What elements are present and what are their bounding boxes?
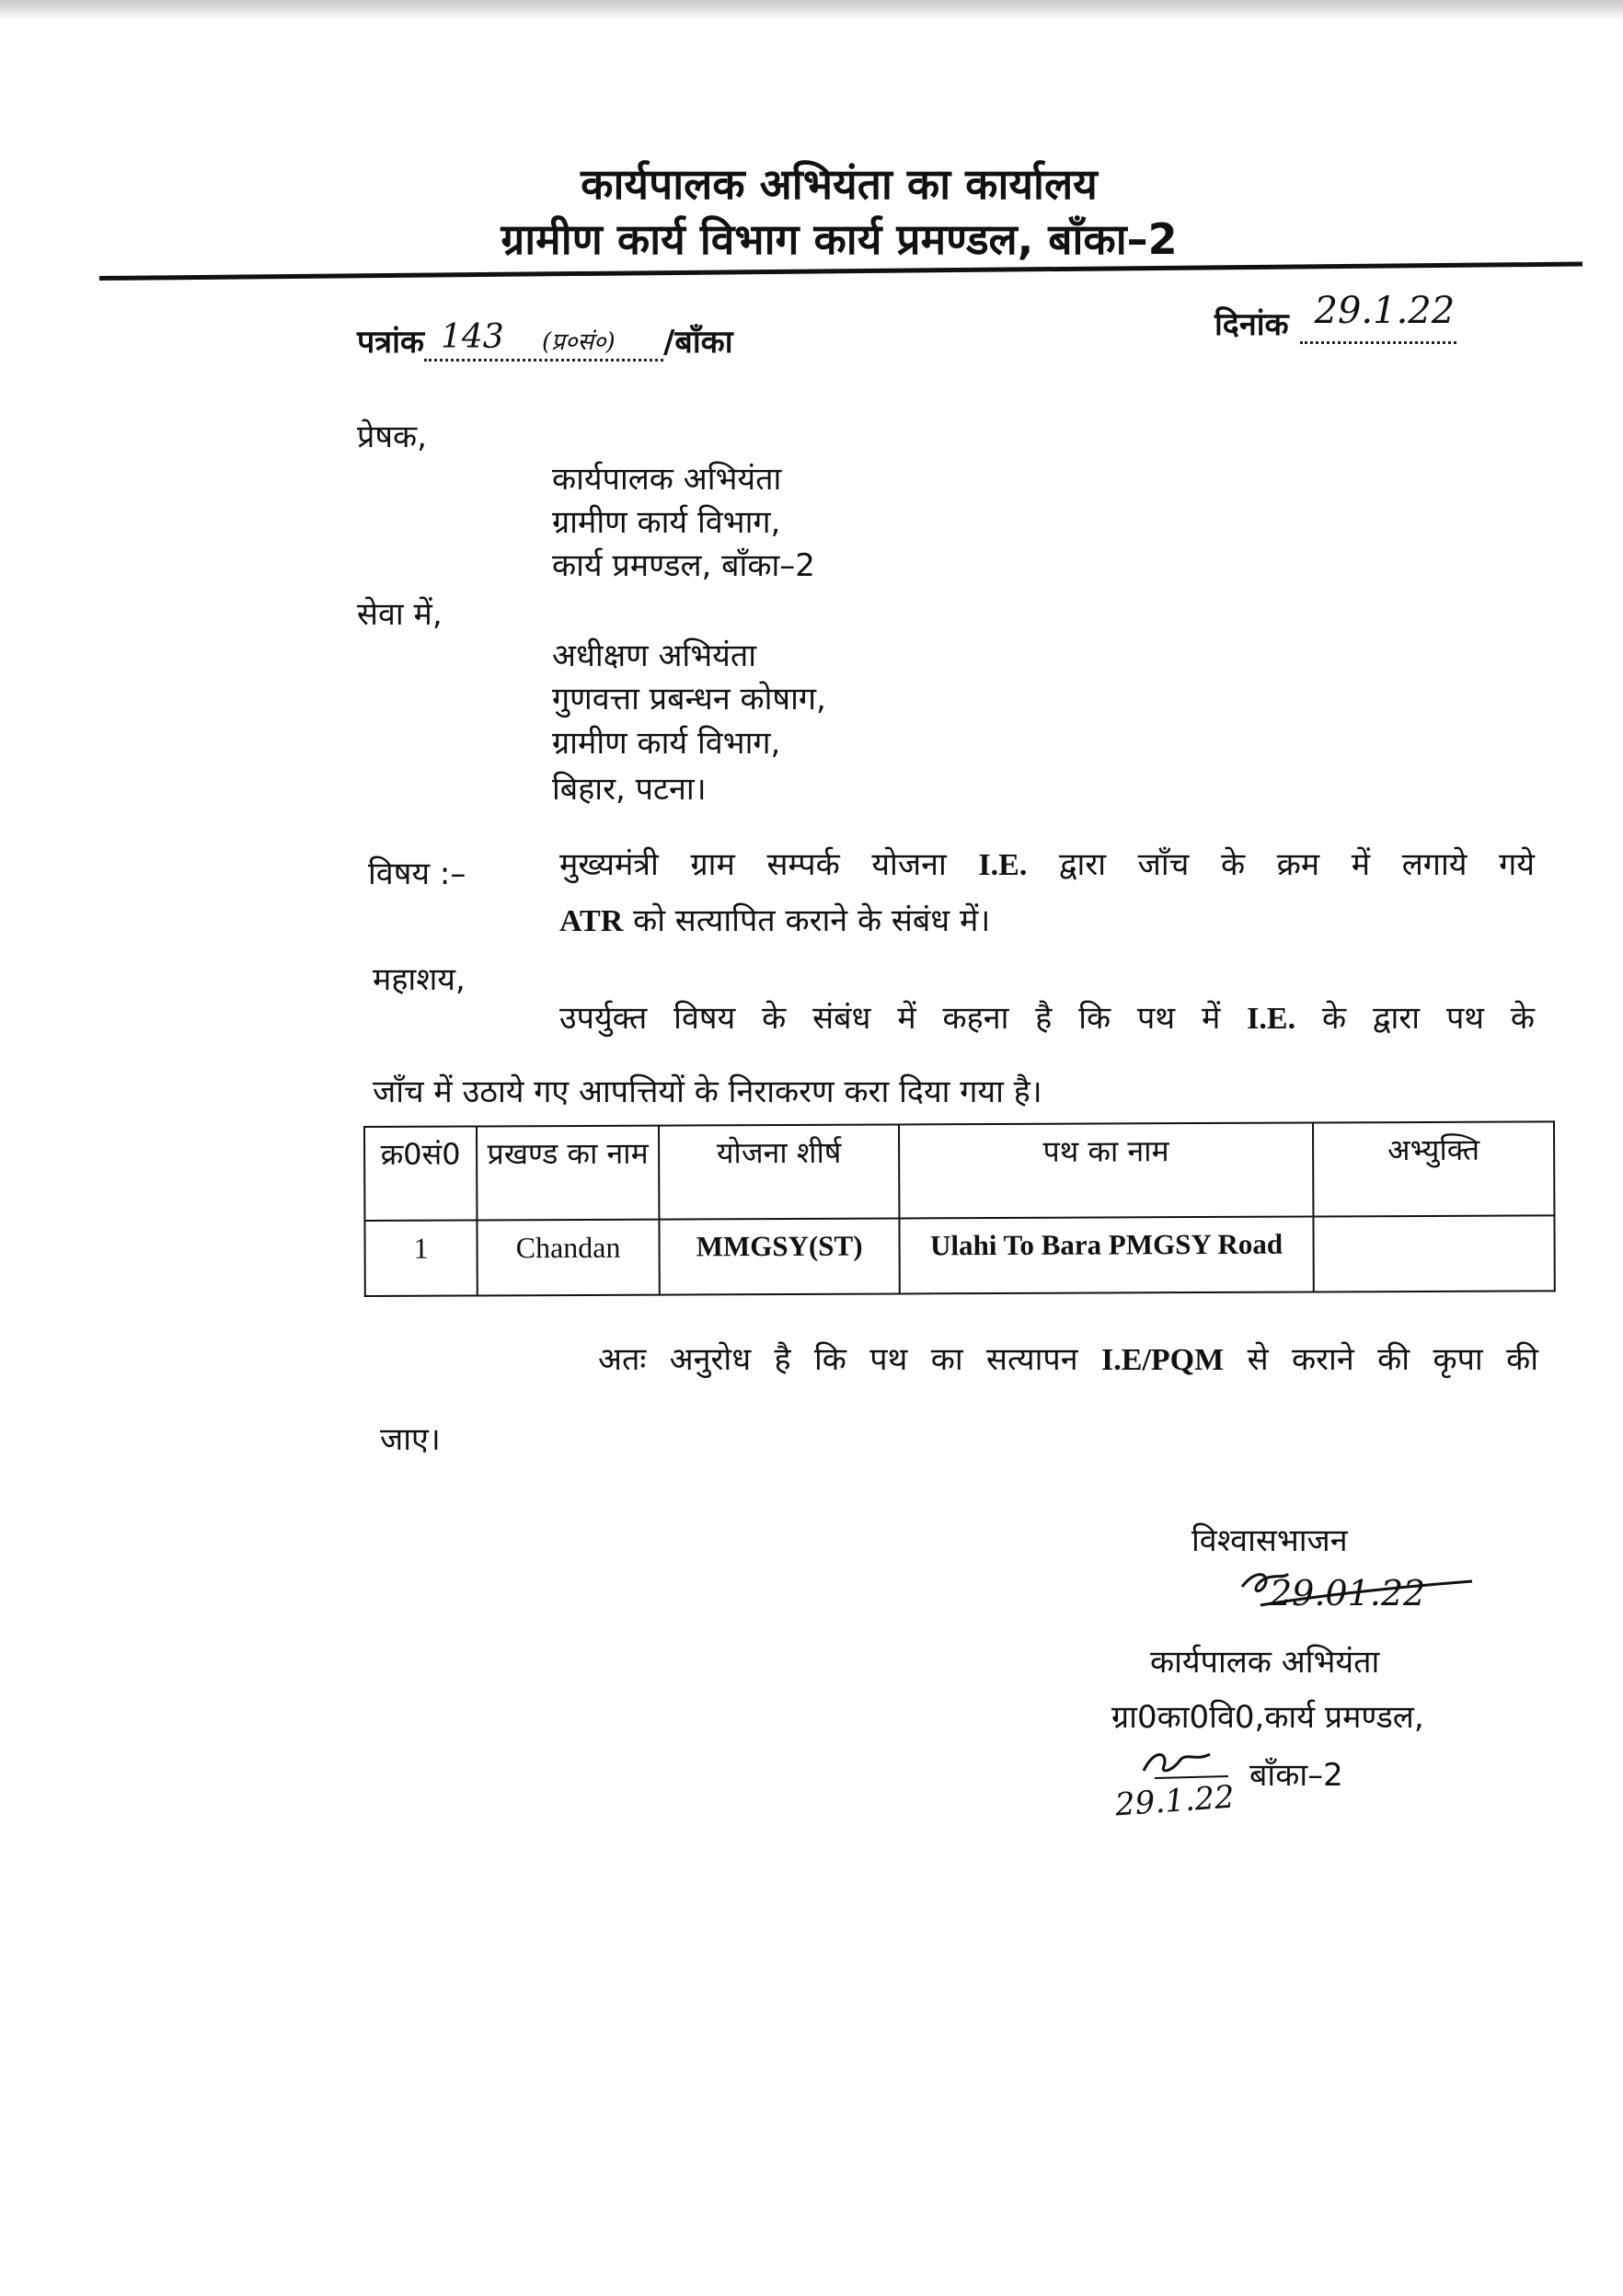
para1-ie: I.E. (1247, 1002, 1296, 1036)
subject-text-b: द्वारा जाँच के क्रम में लगाये गये (1058, 846, 1535, 883)
recipient-line-3: ग्रामीण कार्य विभाग, (552, 725, 781, 762)
table-header-row (364, 1121, 1554, 1221)
sender-line-2: ग्रामीण कार्य विभाग, (552, 504, 781, 541)
subject-atr: ATR (559, 904, 624, 938)
salutation: महाशय, (373, 961, 466, 998)
initial-date: 29.1.22 (1113, 1778, 1237, 1824)
reference-handwritten-note: (प्र०सं०) (542, 328, 616, 356)
subject-line-2 (559, 898, 990, 940)
cell-serial: 1 (364, 1220, 477, 1296)
scan-edge-shadow (0, 0, 1623, 20)
body-para2-line1 (598, 1337, 1538, 1379)
reference-number-field (424, 318, 663, 362)
date-line (1214, 290, 1456, 344)
date-value: 29.1.22 (1314, 290, 1456, 332)
col-header-serial: क्र0सं0 (364, 1126, 477, 1221)
recipient-line-4: बिहार, पटना। (552, 771, 707, 808)
office-title: कार्यपालक अभियंता का कार्यालय (581, 159, 1098, 209)
closing-regards: विश्वासभाजन (1191, 1522, 1348, 1559)
col-header-block: प्रखण्ड का नाम (477, 1126, 659, 1221)
para2-iepqm: I.E/PQM (1101, 1343, 1225, 1377)
recipient-label: सेवा में, (357, 596, 443, 633)
col-header-remarks: अभ्युक्ति (1313, 1121, 1554, 1216)
cell-remarks (1313, 1215, 1554, 1292)
subject-ie: I.E. (978, 848, 1028, 882)
table-row (364, 1215, 1554, 1296)
reference-line (357, 319, 733, 362)
para2-text-a: अतः अनुरोध है कि पथ का सत्यापन (598, 1341, 1078, 1378)
subject-label: विषय :– (368, 855, 466, 892)
body-para1-line2: जाँच में उठाये गए आपत्तियों के निराकरण करा दिया गया है। (373, 1073, 1042, 1110)
signature-date: 29.01.22 (1270, 1573, 1426, 1613)
closing-place: बाँका–2 (1249, 1757, 1343, 1794)
para2-text-b: से कराने की कृपा की (1247, 1341, 1539, 1378)
col-header-scheme: योजना शीर्ष (659, 1124, 899, 1219)
col-header-road-name: पथ का नाम (899, 1122, 1313, 1218)
department-title: ग्रामीण कार्य विभाग कार्य प्रमण्डल, बाँका–2 (501, 214, 1178, 264)
para1-text-b: के द्वारा पथ के (1321, 1000, 1535, 1037)
reference-number: 143 (441, 318, 504, 356)
cell-road-name: Ulahi To Bara PMGSY Road (899, 1216, 1313, 1293)
reference-label: पत्रांक (357, 324, 424, 361)
cell-scheme: MMGSY(ST) (659, 1218, 899, 1294)
subject-text-c: को सत्यापित कराने के संबंध में। (633, 902, 991, 939)
subject-text-a: मुख्यमंत्री ग्राम सम्पर्क योजना (559, 846, 947, 883)
closing-designation: कार्यपालक अभियंता (1150, 1644, 1380, 1681)
sender-label: प्रेषक, (357, 419, 427, 455)
date-field (1300, 290, 1456, 344)
body-para1-line1 (559, 995, 1535, 1038)
cell-block: Chandan (477, 1220, 659, 1296)
body-para2-line2: जाए। (380, 1421, 441, 1458)
recipient-line-1: अधीक्षण अभियंता (552, 637, 757, 674)
recipient-line-2: गुणवत्ता प्रबन्धन कोषाग, (552, 681, 826, 718)
para1-text-a: उपर्युक्त विषय के संबंध में कहना है कि पथ में (559, 1000, 1221, 1037)
sender-line-3: कार्य प्रमण्डल, बाँका–2 (552, 547, 815, 584)
date-label: दिनांक (1214, 306, 1289, 343)
road-details-table (363, 1120, 1556, 1297)
closing-office: ग्रा0का0वि0,कार्य प्रमण्डल, (1111, 1699, 1424, 1736)
reference-suffix: /बाँका (663, 324, 733, 361)
sender-line-1: कार्यपालक अभियंता (552, 461, 782, 498)
subject-line-1 (559, 842, 1535, 884)
